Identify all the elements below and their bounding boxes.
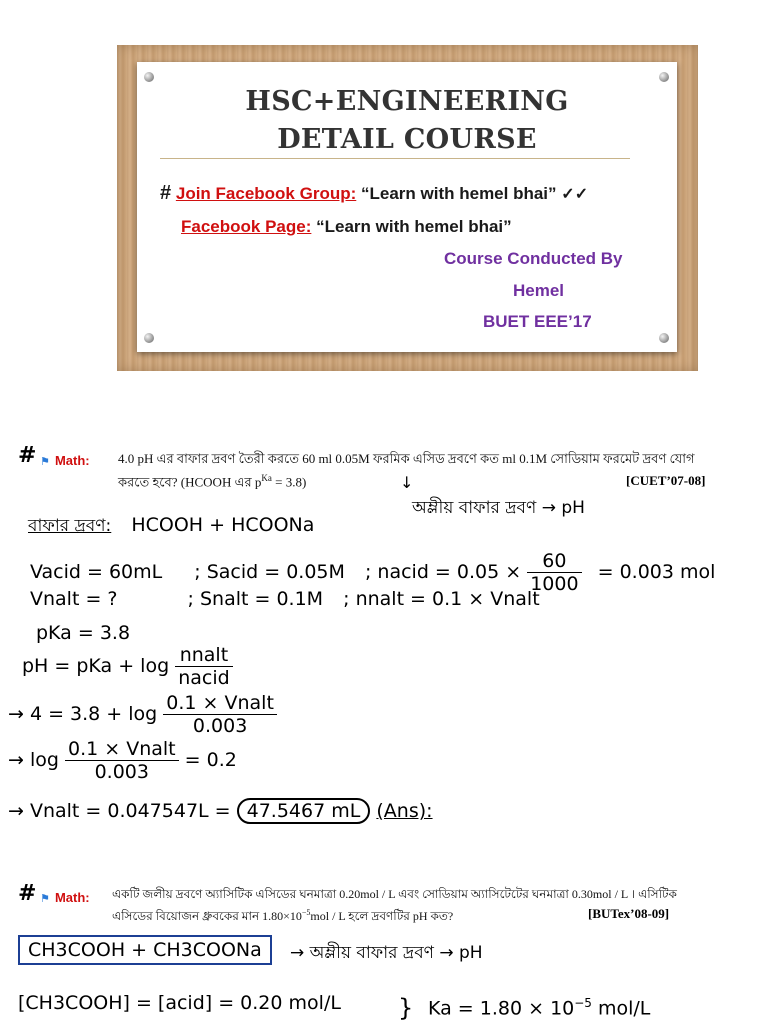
numerator: 60 <box>527 550 581 573</box>
solution1-line3: pKa = 3.8 <box>36 622 131 644</box>
facebook-group-line <box>160 182 588 205</box>
step-log-result: = 0.2 <box>184 749 237 771</box>
question1-sup: Ka <box>261 473 272 483</box>
n-acid-result: = 0.003 mol <box>597 561 716 583</box>
numerator: nnalt <box>175 644 232 667</box>
hash-mark: # <box>18 881 37 906</box>
flag-icon: ⚑ <box>40 455 50 468</box>
solution1-line6 <box>8 738 237 783</box>
question2-reference: [BUTex’08-09] <box>588 906 670 921</box>
denominator: 1000 <box>530 573 579 595</box>
brace-mark: } <box>398 994 414 1022</box>
facebook-page-link[interactable]: Facebook Page: <box>181 217 312 236</box>
n-acid: ; nacid = 0.05 × <box>364 561 522 583</box>
math-label: Math: <box>54 890 90 905</box>
facebook-page-name: “Learn with hemel bhai” <box>316 217 512 236</box>
pin-icon <box>144 333 154 343</box>
s-acid: ; Sacid = 0.05M <box>194 561 345 583</box>
step-log: → log <box>8 749 59 771</box>
final-volume: → Vnalt = 0.047547L = <box>8 800 231 822</box>
v-acid: Vacid = 60mL <box>30 561 163 583</box>
solution1-line5 <box>8 692 277 737</box>
buffer-equation: HCOOH + HCOONa <box>131 514 315 536</box>
s-salt: ; Snalt = 0.1M <box>187 588 324 610</box>
math-tag <box>40 450 90 469</box>
solution2-annotation: → অম্লীয় বাফার দ্রবণ → pH <box>290 943 483 963</box>
flag-icon: ⚑ <box>40 892 50 905</box>
pin-icon <box>659 333 669 343</box>
n-salt: ; nnalt = 0.1 × Vnalt <box>343 588 540 610</box>
ka-unit: mol/L <box>591 997 651 1020</box>
banner-title-line2: DETAIL COURSE <box>277 124 537 155</box>
boxed-equation: CH3COOH + CH3COONa <box>18 935 272 965</box>
buffer-label-text: বাফার দ্রবণ: <box>28 516 112 536</box>
question1-line1: 4.0 pH এর বাফার দ্রবণ তৈরী করতে 60 ml 0.05M ফরমিক এসিড দ্রবণে কত ml 0.1M সোডিয়াম ফরমেট দ্রবণ যোগ <box>118 451 695 466</box>
question1-text: করতে হবে? (HCOOH এর p <box>118 474 262 490</box>
question2-line1: একটি জলীয় দ্রবণে অ্যাসিটিক এসিডের ঘনমাত্রা 0.20mol / L এবং সোডিয়াম অ্যাসিটেটের ঘনমাত্রা 0.30mol / L । এসিটিক <box>112 887 677 901</box>
hash-mark: # <box>18 443 37 468</box>
question1-reference: [CUET’07-08] <box>626 473 706 488</box>
solution2-line1: [CH3COOH] = [acid] = 0.20 mol/L <box>18 992 341 1014</box>
answer-tag: (Ans): <box>376 800 433 822</box>
solution1-line4 <box>22 644 233 689</box>
step-substitution: → 4 = 3.8 + log <box>8 703 158 725</box>
denominator: 0.003 <box>94 761 149 783</box>
fraction <box>65 738 179 783</box>
numerator: 0.1 × Vnalt <box>163 692 277 715</box>
solution1-line7 <box>8 800 433 822</box>
ka-text: Ka = 1.80 × 10 <box>428 997 575 1020</box>
instructor-name: Hemel <box>513 281 565 300</box>
facebook-group-name: “Learn with hemel bhai” <box>361 184 557 203</box>
pin-icon <box>659 72 669 82</box>
question2-line2 <box>112 908 453 928</box>
math-label: Math: <box>54 453 90 468</box>
pin-icon <box>144 72 154 82</box>
answer-circled: 47.5467 mL <box>237 798 371 824</box>
facebook-page-line <box>181 217 512 237</box>
v-salt: Vnalt = ? <box>30 588 118 610</box>
fraction <box>163 692 277 737</box>
question2-end: mol / L হলে দ্রবণটির pH কত? <box>310 909 454 923</box>
denominator: nacid <box>178 667 230 689</box>
denominator: 0.003 <box>192 715 248 737</box>
numerator: 0.1 × Vnalt <box>65 738 179 761</box>
banner-title-line1: HSC+ENGINEERING <box>245 86 569 117</box>
title-divider <box>160 158 630 159</box>
facebook-group-link[interactable]: Join Facebook Group: <box>175 184 357 203</box>
instructor-institution: BUET EEE’17 <box>483 312 592 331</box>
math-tag <box>40 887 90 906</box>
solution1-line2 <box>30 588 540 610</box>
conducted-by: Course Conducted By <box>444 249 623 268</box>
down-arrow-icon: ↓ <box>400 473 414 492</box>
solution1-annotation: অম্লীয় বাফার দ্রবণ → pH <box>412 498 585 518</box>
ka-exponent: −5 <box>574 996 592 1010</box>
check-mark-icon: ✓✓ <box>561 186 589 203</box>
question1-line2 <box>118 473 306 494</box>
ph-formula: pH = pKa + log <box>22 655 170 677</box>
hash-mark: # <box>160 182 172 204</box>
buffer-label <box>28 513 314 541</box>
question2-text: এসিডের বিয়োজন ধ্রুবকের মান 1.80×10 <box>112 909 302 923</box>
question1-end: = 3.8) <box>271 474 307 490</box>
ka-value <box>428 996 650 1019</box>
fraction <box>175 644 232 689</box>
question2-sup: −5 <box>301 908 311 917</box>
